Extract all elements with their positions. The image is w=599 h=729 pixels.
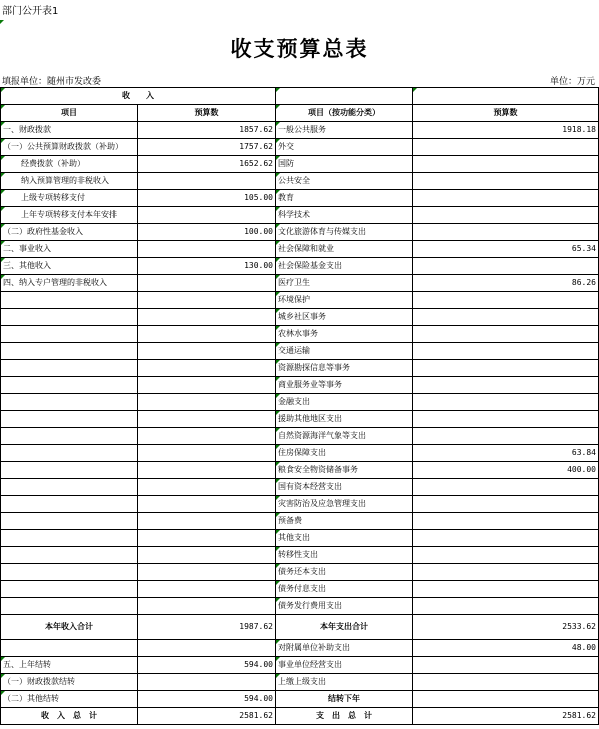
expense-amount — [413, 479, 599, 496]
table-row — [1, 326, 599, 343]
table-row — [1, 691, 599, 708]
expense-amount — [413, 292, 599, 309]
income-total-value: 1987.62 — [138, 615, 276, 640]
expense-amount: 65.34 — [413, 241, 599, 258]
expense-amount — [413, 547, 599, 564]
expense-item: 科学技术 — [276, 207, 413, 224]
grand-income-value: 2581.62 — [138, 708, 276, 725]
expense-amount — [413, 139, 599, 156]
income-amount — [138, 513, 276, 530]
income-amount — [138, 462, 276, 479]
income-amount: 100.00 — [138, 224, 276, 241]
income-total-label: 本年收入合计 — [1, 615, 138, 640]
income-item — [1, 428, 138, 445]
reporting-unit: 填报单位：随州市发改委 — [2, 77, 102, 87]
expense-amount — [413, 581, 599, 598]
table-row — [1, 275, 599, 292]
income-item — [1, 530, 138, 547]
income-item: （二）政府性基金收入 — [1, 224, 138, 241]
expense-item: 城乡社区事务 — [276, 309, 413, 326]
income-item — [1, 360, 138, 377]
table-row — [1, 564, 599, 581]
income-amount — [138, 377, 276, 394]
income-amount — [138, 428, 276, 445]
expense-amount — [413, 657, 599, 674]
expense-amount — [413, 377, 599, 394]
expense-item-header: 项目（按功能分类） — [276, 105, 413, 122]
income-group-header: 收 入 — [1, 88, 276, 105]
expense-amount — [413, 496, 599, 513]
grand-expense-label: 支 出 总 计 — [276, 708, 413, 725]
expense-amount — [413, 530, 599, 547]
expense-item: 粮食安全物资储备事务 — [276, 462, 413, 479]
expense-amount: 1918.18 — [413, 122, 599, 139]
expense-total-label: 本年支出合计 — [276, 615, 413, 640]
income-item — [1, 377, 138, 394]
income-amount — [138, 241, 276, 258]
income-item — [1, 411, 138, 428]
expense-item: 国防 — [276, 156, 413, 173]
expense-item: 外交 — [276, 139, 413, 156]
income-item: （一）公共预算财政拨款（补助） — [1, 139, 138, 156]
table-row — [1, 309, 599, 326]
expense-item: 一般公共服务 — [276, 122, 413, 139]
expense-amount: 63.84 — [413, 445, 599, 462]
page-title: 收支预算总表 — [230, 36, 369, 61]
expense-item: 债务发行费用支出 — [276, 598, 413, 615]
expense-amount — [413, 674, 599, 691]
income-item: 纳入预算管理的非税收入 — [1, 173, 138, 190]
expense-amount — [413, 691, 599, 708]
income-item-header: 项目 — [1, 105, 138, 122]
expense-item: 事业单位经营支出 — [276, 657, 413, 674]
income-amount — [138, 411, 276, 428]
income-item: （一）财政拨款结转 — [1, 674, 138, 691]
income-item — [1, 496, 138, 513]
table-row — [1, 479, 599, 496]
income-amount — [138, 207, 276, 224]
income-amount: 594.00 — [138, 691, 276, 708]
income-amount: 594.00 — [138, 657, 276, 674]
income-item — [1, 462, 138, 479]
income-item: 一、财政拨款 — [1, 122, 138, 139]
income-amount: 1757.62 — [138, 139, 276, 156]
income-item — [1, 326, 138, 343]
currency-unit: 单位：万元 — [549, 77, 595, 87]
income-item — [1, 394, 138, 411]
expense-amount — [413, 428, 599, 445]
table-row — [1, 547, 599, 564]
income-item — [1, 598, 138, 615]
income-item — [1, 547, 138, 564]
income-amount — [138, 309, 276, 326]
expense-amount — [413, 513, 599, 530]
income-amount — [138, 343, 276, 360]
cell-marker-icon — [0, 20, 4, 24]
table-row — [1, 674, 599, 691]
income-amount — [138, 275, 276, 292]
table-row — [1, 241, 599, 258]
income-amount — [138, 530, 276, 547]
expense-amount: 86.26 — [413, 275, 599, 292]
table-row — [1, 496, 599, 513]
table-row — [1, 411, 599, 428]
table-row — [1, 122, 599, 139]
income-amount — [138, 445, 276, 462]
expense-amount: 400.00 — [413, 462, 599, 479]
expense-item: 金融支出 — [276, 394, 413, 411]
table-row — [1, 428, 599, 445]
income-item — [1, 581, 138, 598]
table-row — [1, 343, 599, 360]
income-item: 二、事业收入 — [1, 241, 138, 258]
income-amount: 1652.62 — [138, 156, 276, 173]
expense-item: 其他支出 — [276, 530, 413, 547]
income-amount — [138, 674, 276, 691]
income-item: 上级专项转移支付 — [1, 190, 138, 207]
expense-item: 社会保障和就业 — [276, 241, 413, 258]
expense-group-blank — [413, 88, 599, 105]
header-row-columns — [1, 105, 599, 122]
table-row — [1, 190, 599, 207]
expense-item: 债务还本支出 — [276, 564, 413, 581]
income-item: （二）其他结转 — [1, 691, 138, 708]
expense-amount — [413, 309, 599, 326]
income-item — [1, 564, 138, 581]
expense-amount — [413, 326, 599, 343]
expense-item: 商业服务业等事务 — [276, 377, 413, 394]
expense-item: 住房保障支出 — [276, 445, 413, 462]
income-item — [1, 292, 138, 309]
expense-item: 上缴上级支出 — [276, 674, 413, 691]
table-row-grand-total — [1, 708, 599, 725]
income-amount — [138, 479, 276, 496]
income-amount — [138, 326, 276, 343]
income-item — [1, 479, 138, 496]
expense-item: 资源勘探信息等事务 — [276, 360, 413, 377]
income-amount — [138, 547, 276, 564]
expense-amount — [413, 224, 599, 241]
expense-amount — [413, 207, 599, 224]
expense-item: 环境保护 — [276, 292, 413, 309]
table-row — [1, 445, 599, 462]
expense-item: 援助其他地区支出 — [276, 411, 413, 428]
expense-amount — [413, 156, 599, 173]
expense-amount — [413, 343, 599, 360]
expense-amount — [413, 394, 599, 411]
expense-group-blank — [276, 88, 413, 105]
income-amount — [138, 394, 276, 411]
income-item — [1, 309, 138, 326]
expense-amount — [413, 258, 599, 275]
header-row-group — [1, 88, 599, 105]
expense-item: 债务付息支出 — [276, 581, 413, 598]
table-row — [1, 139, 599, 156]
table-row-year-total — [1, 615, 599, 640]
expense-item: 国有资本经营支出 — [276, 479, 413, 496]
expense-item: 灾害防治及应急管理支出 — [276, 496, 413, 513]
income-amount — [138, 581, 276, 598]
table-row — [1, 581, 599, 598]
income-amount — [138, 598, 276, 615]
income-item: 上年专项转移支付本年安排 — [1, 207, 138, 224]
budget-table — [0, 87, 599, 725]
expense-item: 自然资源海洋气象等支出 — [276, 428, 413, 445]
income-item — [1, 513, 138, 530]
table-row — [1, 258, 599, 275]
table-row — [1, 156, 599, 173]
grand-expense-value: 2581.62 — [413, 708, 599, 725]
table-row — [1, 657, 599, 674]
income-item: 三、其他收入 — [1, 258, 138, 275]
table-row — [1, 598, 599, 615]
table-row — [1, 394, 599, 411]
expense-amount — [413, 411, 599, 428]
expense-amount — [413, 598, 599, 615]
expense-item: 公共安全 — [276, 173, 413, 190]
expense-item: 预备费 — [276, 513, 413, 530]
table-row — [1, 377, 599, 394]
income-amount: 1857.62 — [138, 122, 276, 139]
income-amount — [138, 640, 276, 657]
table-row — [1, 530, 599, 547]
expense-item: 社会保险基金支出 — [276, 258, 413, 275]
expense-amount — [413, 360, 599, 377]
table-row — [1, 513, 599, 530]
expense-item: 文化旅游体育与传媒支出 — [276, 224, 413, 241]
carry-next-label: 结转下年 — [276, 691, 413, 708]
expense-amount: 48.00 — [413, 640, 599, 657]
income-amount — [138, 292, 276, 309]
table-row — [1, 360, 599, 377]
expense-total-value: 2533.62 — [413, 615, 599, 640]
income-item — [1, 445, 138, 462]
income-amount: 130.00 — [138, 258, 276, 275]
grand-income-label: 收 入 总 计 — [1, 708, 138, 725]
expense-item: 农林水事务 — [276, 326, 413, 343]
income-item: 五、上年结转 — [1, 657, 138, 674]
table-row — [1, 224, 599, 241]
income-amount — [138, 360, 276, 377]
expense-amount — [413, 190, 599, 207]
expense-item: 医疗卫生 — [276, 275, 413, 292]
expense-item: 转移性支出 — [276, 547, 413, 564]
expense-amount — [413, 564, 599, 581]
form-tag: 部门公开表1 — [2, 6, 59, 17]
income-amount — [138, 564, 276, 581]
income-item: 经费拨款（补助） — [1, 156, 138, 173]
table-row — [1, 292, 599, 309]
expense-amount-header: 预算数 — [413, 105, 599, 122]
table-row — [1, 640, 599, 657]
expense-item: 对附属单位补助支出 — [276, 640, 413, 657]
expense-item: 教育 — [276, 190, 413, 207]
table-row — [1, 207, 599, 224]
income-amount — [138, 173, 276, 190]
income-amount — [138, 496, 276, 513]
income-amount: 105.00 — [138, 190, 276, 207]
table-row — [1, 462, 599, 479]
expense-amount — [413, 173, 599, 190]
income-item — [1, 640, 138, 657]
expense-item: 交通运输 — [276, 343, 413, 360]
income-item — [1, 343, 138, 360]
income-item: 四、纳入专户管理的非税收入 — [1, 275, 138, 292]
table-row — [1, 173, 599, 190]
income-amount-header: 预算数 — [138, 105, 276, 122]
